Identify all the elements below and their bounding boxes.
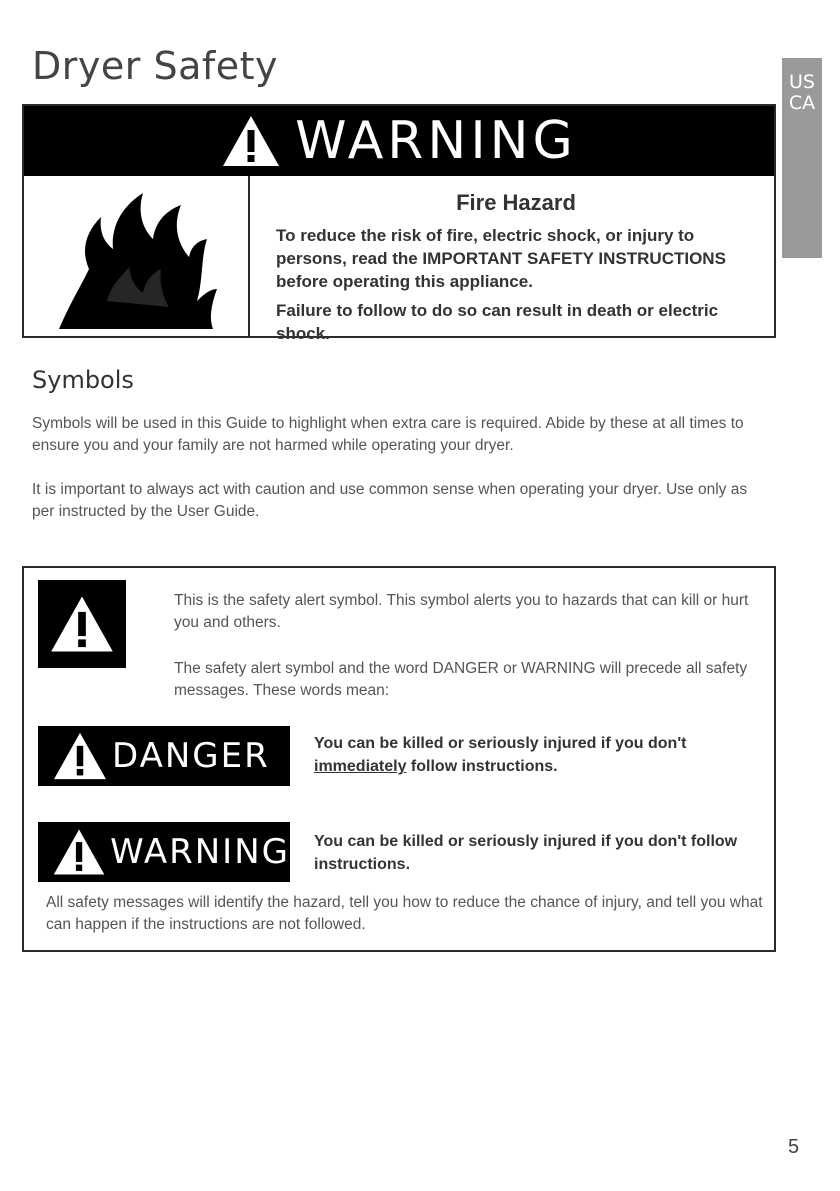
- warning-badge-signal-word: WARNING: [110, 832, 290, 872]
- danger-meaning: [314, 732, 754, 778]
- safety-symbols-box: [22, 566, 776, 952]
- symbols-paragraph-1: Symbols will be used in this Guide to highlight when extra care is required. Abide by these at all times to ensure you and your family are not harmed while operating your dryer.: [32, 415, 744, 454]
- region-tab: [782, 58, 822, 258]
- alert-symbol-description: This is the safety alert symbol. This symbol alerts you to hazards that can kill or hurt you and others.: [174, 592, 749, 631]
- signal-word-description: The safety alert symbol and the word DANGER or WARNING will precede all safety messages. These words mean:: [174, 660, 748, 699]
- page-title: Dryer Safety: [32, 44, 279, 88]
- danger-meaning-text: You can be killed or seriously injured if you don't: [314, 735, 687, 752]
- danger-meaning-underlined: immediately: [314, 758, 407, 775]
- warning-meaning: You can be killed or seriously injured if you don't follow instructions.: [314, 833, 738, 873]
- safety-messages-summary: All safety messages will identify the hazard, tell you how to reduce the chance of injury, and tell you what can happen if the instructions are not followed.: [46, 894, 763, 933]
- safety-alert-icon: [52, 731, 108, 781]
- region-label-us: US: [789, 71, 815, 93]
- hazard-instruction: To reduce the risk of fire, electric shock, or injury to persons, read the IMPORTANT SAFETY INSTRUCTIONS before operating this appliance.: [276, 226, 726, 291]
- symbols-heading: Symbols: [32, 366, 134, 394]
- hazard-consequence: Failure to follow to do so can result in death or electric shock.: [276, 301, 719, 343]
- symbols-paragraph-2: It is important to always act with caution and use common sense when operating your dryer. Use only as per instructed by the User Guide.: [32, 481, 748, 520]
- hazard-title: Fire Hazard: [456, 190, 576, 215]
- safety-alert-icon: [49, 594, 115, 654]
- safety-alert-symbol: [38, 580, 126, 668]
- danger-signal-word: DANGER: [112, 736, 270, 776]
- safety-alert-icon: [221, 114, 281, 168]
- warning-badge: [38, 822, 290, 882]
- fire-hazard-warning: [22, 104, 776, 343]
- warning-signal-word: WARNING: [295, 111, 577, 171]
- danger-meaning-end: follow instructions.: [406, 758, 558, 775]
- safety-alert-icon: [52, 827, 106, 877]
- warning-header: [24, 106, 774, 176]
- region-label-ca: CA: [788, 92, 816, 114]
- fire-cell: [24, 176, 250, 336]
- fire-icon: [51, 181, 221, 331]
- danger-badge: [38, 726, 290, 786]
- page-number: 5: [788, 1136, 800, 1158]
